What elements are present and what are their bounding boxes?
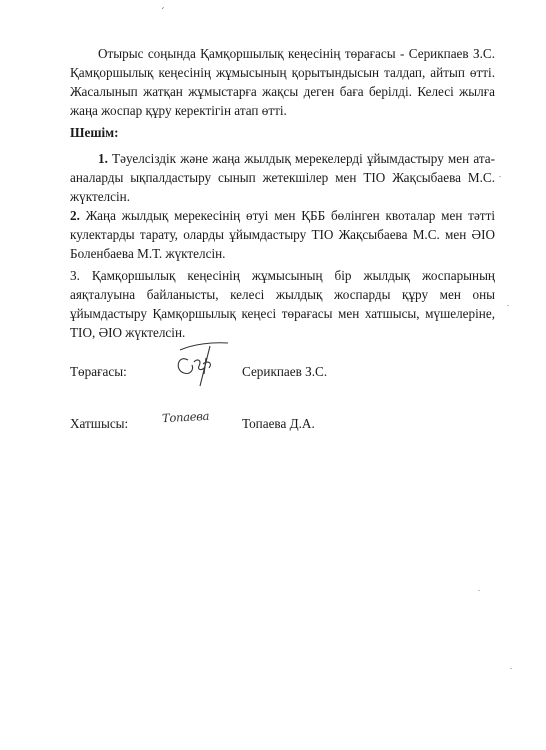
chair-label: Төрағасы: — [70, 364, 127, 379]
decision-item-3-text: Қамқоршылық кеңесінің жұмысының бір жылдық жоспарының аяқталуына байланысты, келесі жылдық жоспарды құру мен оны ұйымдастыру Қамқоршылық кеңесі төрағасы мен хатшысы, мүшелеріне, ТІО, ӘІО жүктелсін. — [70, 268, 495, 340]
stray-mark: ˊ — [161, 6, 165, 18]
decision-item-1-number: 1. — [98, 151, 108, 166]
scan-speck — [478, 590, 480, 591]
summary-paragraph: Отырыс соңында Қамқоршылық кеңесінің төрағасы - Серикпаев З.С. Қамқоршылық кеңесінің жұмысының қорытындысын талдап, айтып өтті. Жасалынып жатқан жұмыстарға жақсы деген баға берілді. Келесі жылға жаңа жоспар құру керектігін атап өтті. — [70, 46, 495, 118]
scan-speck — [499, 176, 501, 177]
chair-name: Серикпаев З.С. — [242, 364, 328, 379]
scan-speck — [507, 305, 509, 306]
decision-item-1 — [70, 149, 495, 206]
decision-heading: Шешім: — [70, 125, 119, 140]
chair-signature — [170, 340, 230, 388]
decision-item-2-number: 2. — [70, 208, 80, 223]
secretary-signature: Топаева — [161, 408, 210, 426]
decision-item-3-number: 3. — [70, 268, 80, 283]
secretary-label: Хатшысы: — [70, 416, 129, 431]
decision-item-2-text: Жаңа жылдық мерекесінің өтуі мен ҚББ бөлінген квоталар мен тәтті кулектарды тарату, оларды ұйымдастыру ТІО Жақсыбаева М.С. мен ӘІО Боленбаева М.Т. жүктелсін. — [70, 208, 495, 261]
decision-item-1-text: Тәуелсіздік және жаңа жылдық мерекелерді ұйымдастыру мен ата-аналарды ықпалдастыру сынып жетекшілер мен ТІО Жақсыбаева М.С. жүктелсін. — [70, 151, 496, 204]
scan-speck — [510, 668, 512, 669]
secretary-name: Топаева Д.А. — [242, 416, 315, 431]
decision-item-3 — [70, 266, 495, 342]
decision-item-2 — [70, 206, 495, 263]
